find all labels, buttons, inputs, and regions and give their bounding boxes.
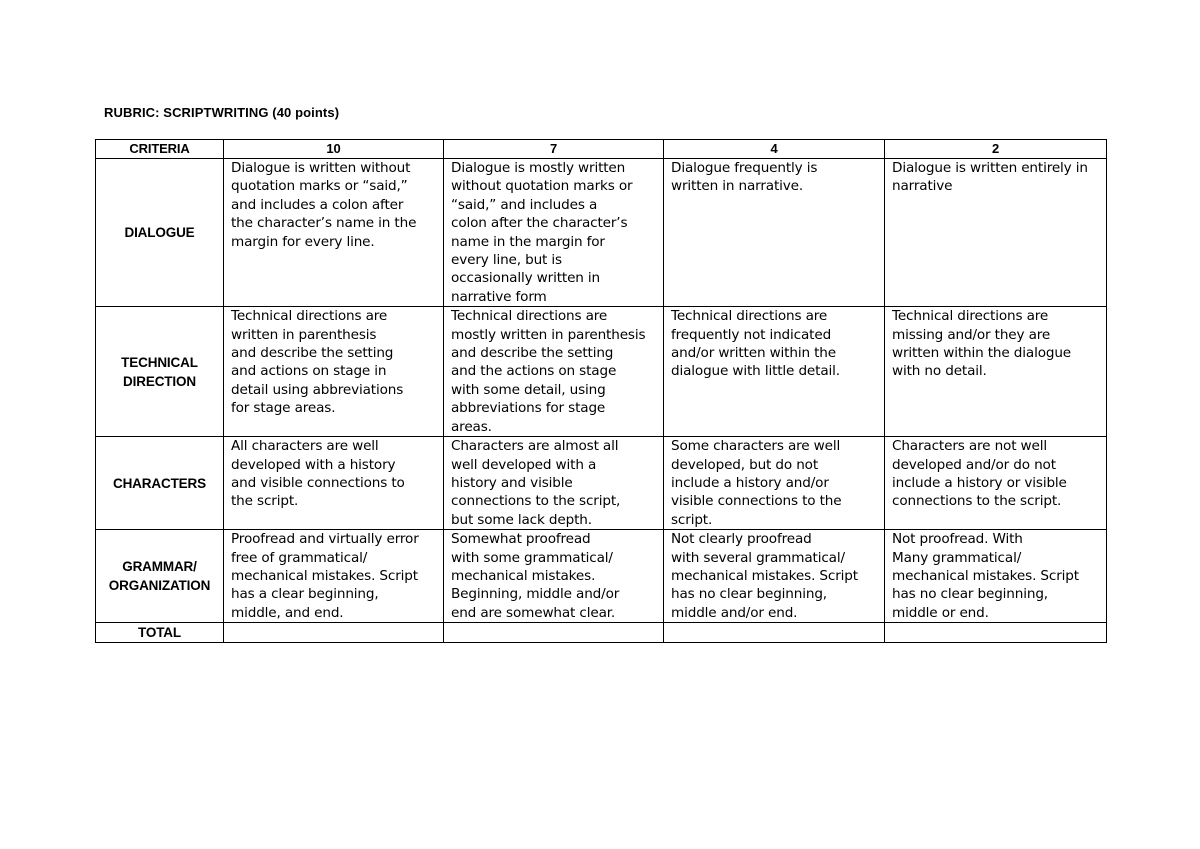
descriptor-line: end are somewhat clear. xyxy=(451,604,616,621)
descriptor-line: areas. xyxy=(451,418,492,435)
descriptor-line: history and visible xyxy=(451,474,573,491)
total-cell-score-2 xyxy=(885,623,1107,643)
descriptor-score-2 xyxy=(885,159,1107,307)
header-score-2: 2 xyxy=(885,140,1107,159)
criterion-label-line: TECHNICAL xyxy=(121,354,198,370)
descriptor-line: mechanical mistakes. Script xyxy=(892,567,1079,584)
descriptor-line: mechanical mistakes. Script xyxy=(231,567,418,584)
rubric-table xyxy=(95,139,1107,643)
descriptor-line: abbreviations for stage xyxy=(451,400,606,417)
descriptor-line: Dialogue frequently is xyxy=(671,160,818,176)
header-score-4: 4 xyxy=(664,140,885,159)
descriptor-line: narrative form xyxy=(451,288,547,305)
descriptor-score-10 xyxy=(224,530,444,623)
descriptor-line: occasionally written in xyxy=(451,270,601,287)
descriptor-score-2 xyxy=(885,437,1107,530)
descriptor-line: well developed with a xyxy=(451,456,597,473)
criterion-label-line: GRAMMAR/ xyxy=(122,559,197,575)
rubric-row-dialogue xyxy=(96,159,1107,307)
rubric-row-grammar-organization xyxy=(96,530,1107,623)
descriptor-line: connections to the script, xyxy=(451,493,621,510)
descriptor-line: and visible connections to xyxy=(231,474,405,491)
descriptor-line: mechanical mistakes. xyxy=(451,567,596,584)
descriptor-line: and includes a colon after xyxy=(231,196,404,213)
criterion-label xyxy=(96,437,224,530)
descriptor-line: missing and/or they are xyxy=(892,326,1051,343)
descriptor-score-2 xyxy=(885,307,1107,437)
criterion-label-line: DIALOGUE xyxy=(124,225,195,241)
descriptor-line: free of grammatical/ xyxy=(231,549,368,566)
rubric-title: RUBRIC: SCRIPTWRITING (40 points) xyxy=(104,105,340,120)
rubric-body xyxy=(96,159,1107,643)
descriptor-line: with some grammatical/ xyxy=(451,549,613,566)
descriptor-line: All characters are well xyxy=(231,438,379,455)
header-criteria: CRITERIA xyxy=(96,140,224,159)
descriptor-score-4 xyxy=(664,530,885,623)
rubric-row-characters xyxy=(96,437,1107,530)
descriptor-line: for stage areas. xyxy=(231,400,336,417)
descriptor-score-7 xyxy=(444,530,664,623)
total-cell-score-10 xyxy=(224,623,444,643)
header-row xyxy=(96,140,1107,159)
criterion-label xyxy=(96,307,224,437)
descriptor-line: Beginning, middle and/or xyxy=(451,586,620,603)
descriptor-line: mechanical mistakes. Script xyxy=(671,567,858,584)
descriptor-line: Some characters are well xyxy=(671,438,841,455)
rubric-row-technical-direction xyxy=(96,307,1107,437)
descriptor-line: Dialogue is mostly written xyxy=(451,160,626,176)
descriptor-line: every line, but is xyxy=(451,252,562,269)
descriptor-line: the character’s name in the xyxy=(231,215,417,232)
descriptor-score-4 xyxy=(664,437,885,530)
total-cell-score-7 xyxy=(444,623,664,643)
descriptor-line: middle, and end. xyxy=(231,604,344,621)
descriptor-line: Proofread and virtually error xyxy=(231,531,419,548)
descriptor-line: Technical directions are xyxy=(892,308,1049,325)
descriptor-line: and describe the setting xyxy=(451,345,614,362)
descriptor-line: has no clear beginning, xyxy=(892,586,1048,603)
criterion-label xyxy=(96,159,224,307)
descriptor-line: with several grammatical/ xyxy=(671,549,845,566)
descriptor-line: and describe the setting xyxy=(231,345,394,362)
descriptor-line: visible connections to the xyxy=(671,493,842,510)
descriptor-line: Dialogue is written without xyxy=(231,160,411,176)
criterion-label-line: CHARACTERS xyxy=(112,475,206,491)
descriptor-line: Characters are almost all xyxy=(451,438,619,455)
total-cell-score-4 xyxy=(664,623,885,643)
descriptor-line: script. xyxy=(671,511,713,528)
descriptor-line: has a clear beginning, xyxy=(231,586,379,603)
total-label: TOTAL xyxy=(96,623,224,643)
descriptor-line: and/or written within the xyxy=(671,345,836,362)
descriptor-line: Characters are not well xyxy=(892,438,1047,455)
descriptor-line: developed, but do not xyxy=(671,456,819,473)
descriptor-line: written in parenthesis xyxy=(231,326,377,343)
descriptor-line: and actions on stage in xyxy=(231,363,387,380)
header-score-7: 7 xyxy=(444,140,664,159)
descriptor-line: Many grammatical/ xyxy=(892,549,1022,566)
descriptor-line: connections to the script. xyxy=(892,493,1062,510)
descriptor-line: Not proofread. With xyxy=(892,531,1023,548)
descriptor-score-10 xyxy=(224,307,444,437)
descriptor-line: Technical directions are xyxy=(671,308,828,325)
descriptor-line: dialogue with little detail. xyxy=(671,363,840,380)
descriptor-line: with no detail. xyxy=(892,363,987,380)
descriptor-line: Technical directions are xyxy=(231,308,388,325)
descriptor-line: frequently not indicated xyxy=(671,326,832,343)
descriptor-score-7 xyxy=(444,307,664,437)
descriptor-line: “said,” and includes a xyxy=(451,196,598,213)
descriptor-line: mostly written in parenthesis xyxy=(451,326,646,343)
descriptor-line: include a history or visible xyxy=(892,474,1067,491)
descriptor-line: and the actions on stage xyxy=(451,363,617,380)
descriptor-line: Somewhat proofread xyxy=(451,531,591,548)
descriptor-line: narrative xyxy=(892,178,953,195)
descriptor-score-7 xyxy=(444,437,664,530)
header-score-10: 10 xyxy=(224,140,444,159)
descriptor-line: quotation marks or “said,” xyxy=(231,178,408,195)
descriptor-line: colon after the character’s xyxy=(451,215,628,232)
descriptor-line: written within the dialogue xyxy=(892,345,1072,362)
descriptor-line: Dialogue is written entirely in xyxy=(892,160,1088,176)
descriptor-score-4 xyxy=(664,159,885,307)
descriptor-score-2 xyxy=(885,530,1107,623)
descriptor-line: detail using abbreviations xyxy=(231,381,404,398)
criterion-label-line: DIRECTION xyxy=(123,373,196,389)
descriptor-line: has no clear beginning, xyxy=(671,586,827,603)
criterion-label xyxy=(96,530,224,623)
descriptor-line: without quotation marks or xyxy=(451,178,633,195)
descriptor-line: written in narrative. xyxy=(671,178,804,195)
descriptor-line: developed and/or do not xyxy=(892,456,1056,473)
descriptor-score-7 xyxy=(444,159,664,307)
descriptor-line: middle and/or end. xyxy=(671,604,798,621)
descriptor-line: with some detail, using xyxy=(451,381,606,398)
descriptor-line: include a history and/or xyxy=(671,474,829,491)
descriptor-line: Technical directions are xyxy=(451,308,608,325)
descriptor-score-10 xyxy=(224,159,444,307)
descriptor-line: developed with a history xyxy=(231,456,396,473)
descriptor-line: margin for every line. xyxy=(231,233,375,250)
total-row xyxy=(96,623,1107,643)
descriptor-line: but some lack depth. xyxy=(451,511,592,528)
descriptor-line: the script. xyxy=(231,493,299,510)
descriptor-score-4 xyxy=(664,307,885,437)
descriptor-score-10 xyxy=(224,437,444,530)
descriptor-line: name in the margin for xyxy=(451,233,605,250)
descriptor-line: middle or end. xyxy=(892,604,989,621)
descriptor-line: Not clearly proofread xyxy=(671,531,812,548)
criterion-label-line: ORGANIZATION xyxy=(108,578,211,594)
